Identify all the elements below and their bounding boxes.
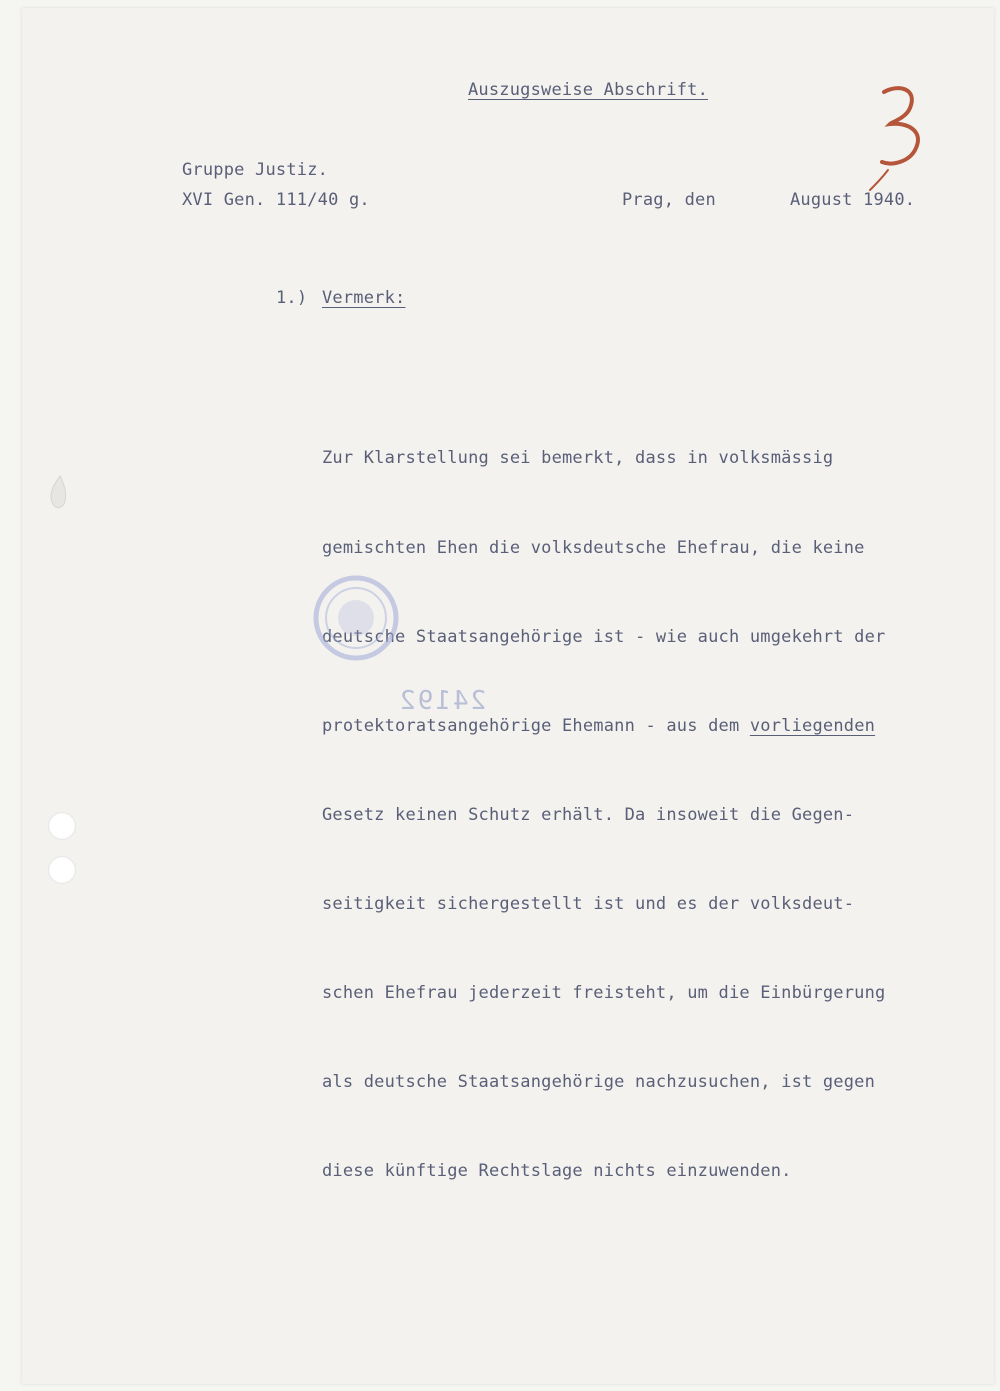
underlined-word: vorliegenden xyxy=(749,715,876,736)
body-line: diese künftige Rechtslage nichts einzuwenden. xyxy=(322,1161,792,1182)
body-line-start: protektoratsangehörige Ehemann - aus dem xyxy=(322,715,750,736)
punch-hole xyxy=(48,856,76,884)
body-line: Gesetz keinen Schutz erhält. Da insoweit die Gegen- xyxy=(322,804,855,825)
date-line: August 1940. xyxy=(790,190,916,210)
section-number: 1.) xyxy=(276,288,308,308)
document-title: Auszugsweise Abschrift. xyxy=(468,80,709,100)
body-line: als deutsche Staatsangehörige nachzusuchen, ist gegen xyxy=(322,1072,876,1093)
body-line: deutsche Staatsangehörige ist - wie auch umgekehrt der xyxy=(322,626,886,647)
body-line: Zur Klarstellung sei bemerkt, dass in volksmässig xyxy=(322,448,834,469)
body-line-with-underline xyxy=(322,712,885,742)
punch-hole xyxy=(48,812,76,840)
body-line: seitigkeit sichergestellt ist und es der volksdeut- xyxy=(322,893,855,914)
handwritten-page-number xyxy=(862,82,932,192)
file-reference: XVI Gen. 111/40 g. xyxy=(182,190,370,210)
department-group: Gruppe Justiz. xyxy=(182,160,329,180)
official-seal-stamp xyxy=(310,572,402,664)
body-line: schen Ehefrau jederzeit freisteht, um die Einbürgerung xyxy=(322,983,886,1004)
body-line: gemischten Ehen die volksdeutsche Ehefrau, die keine xyxy=(322,537,865,558)
paper-damage-mark xyxy=(46,472,72,512)
faded-stamp-number: 24192 xyxy=(398,686,487,716)
body-text xyxy=(322,385,885,1246)
section-label: Vermerk: xyxy=(322,288,406,308)
place-line: Prag, den xyxy=(622,190,716,210)
